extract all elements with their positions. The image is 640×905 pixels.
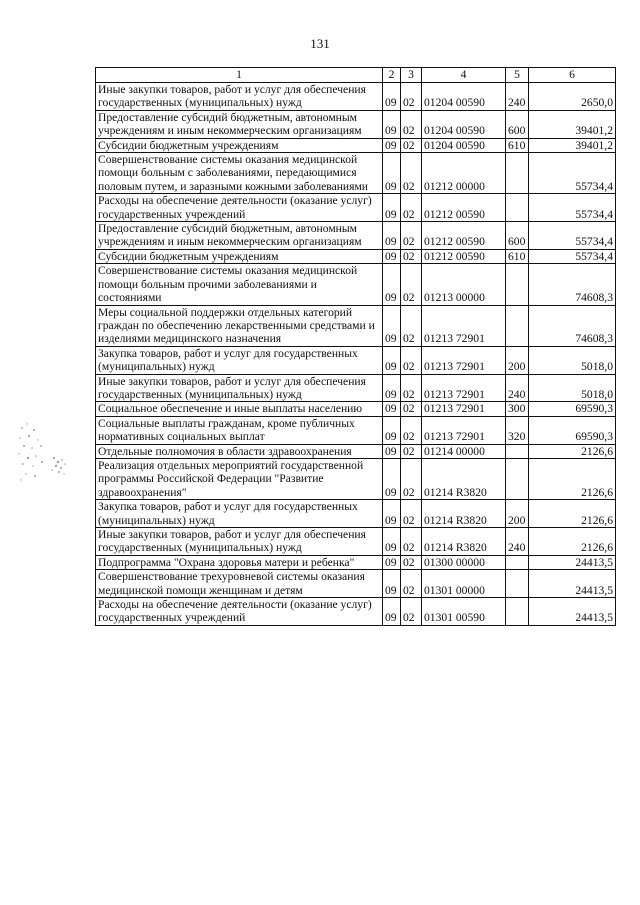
table-row (96, 555, 616, 569)
row-expense-type-cell (506, 555, 529, 569)
table-body (96, 83, 616, 626)
table-row (96, 500, 616, 528)
table-row (96, 264, 616, 305)
row-amount-cell: 69590,3 (529, 402, 616, 416)
row-name-cell: Закупка товаров, работ и услуг для государственных (муниципальных) нужд (96, 346, 383, 374)
row-expense-type-cell: 200 (506, 346, 529, 374)
row-section-cell: 09 (383, 416, 401, 444)
header-cell-section: 2 (383, 68, 401, 83)
header-cell-subsection: 3 (401, 68, 422, 83)
table-row (96, 444, 616, 458)
row-expense-type-cell (506, 305, 529, 346)
row-target-article-cell: 01214 R3820 (422, 500, 506, 528)
row-section-cell: 09 (383, 500, 401, 528)
row-name-cell: Совершенствование трехуровневой системы оказания медицинской помощи женщинам и детям (96, 570, 383, 598)
table-row (96, 249, 616, 263)
table-row (96, 153, 616, 194)
row-section-cell: 09 (383, 264, 401, 305)
row-target-article-cell: 01212 00000 (422, 153, 506, 194)
row-name-cell: Субсидии бюджетным учреждениям (96, 138, 383, 152)
header-cell-amount: 6 (529, 68, 616, 83)
row-name-cell: Иные закупки товаров, работ и услуг для обеспечения государственных (муниципальных) нужд (96, 374, 383, 402)
row-expense-type-cell: 240 (506, 83, 529, 111)
row-expense-type-cell (506, 153, 529, 194)
row-subsection-cell: 02 (401, 458, 422, 499)
row-section-cell: 09 (383, 194, 401, 222)
row-expense-type-cell: 610 (506, 249, 529, 263)
row-expense-type-cell (506, 458, 529, 499)
row-name-cell: Реализация отдельных мероприятий государственной программы Российской Федерации "Развитие здравоохранения" (96, 458, 383, 499)
row-target-article-cell: 01300 00000 (422, 555, 506, 569)
row-amount-cell: 2650,0 (529, 83, 616, 111)
row-subsection-cell: 02 (401, 153, 422, 194)
row-expense-type-cell (506, 194, 529, 222)
row-name-cell: Предоставление субсидий бюджетным, автономным учреждениям и иным некоммерческим организациям (96, 110, 383, 138)
row-section-cell: 09 (383, 374, 401, 402)
row-section-cell: 09 (383, 555, 401, 569)
row-name-cell: Предоставление субсидий бюджетным, автономным учреждениям и иным некоммерческим организациям (96, 222, 383, 250)
table-row (96, 83, 616, 111)
row-name-cell: Субсидии бюджетным учреждениям (96, 249, 383, 263)
row-target-article-cell: 01212 00590 (422, 194, 506, 222)
row-expense-type-cell (506, 444, 529, 458)
row-subsection-cell: 02 (401, 264, 422, 305)
table-row (96, 222, 616, 250)
row-section-cell: 09 (383, 305, 401, 346)
row-amount-cell: 24413,5 (529, 598, 616, 626)
table-header (96, 68, 616, 83)
table-row (96, 194, 616, 222)
page-number: 131 (310, 36, 330, 51)
row-subsection-cell: 02 (401, 570, 422, 598)
row-target-article-cell: 01212 00590 (422, 249, 506, 263)
row-subsection-cell: 02 (401, 138, 422, 152)
row-target-article-cell: 01204 00590 (422, 110, 506, 138)
row-section-cell: 09 (383, 249, 401, 263)
row-section-cell: 09 (383, 444, 401, 458)
row-amount-cell: 5018,0 (529, 374, 616, 402)
row-subsection-cell: 02 (401, 444, 422, 458)
row-subsection-cell: 02 (401, 416, 422, 444)
row-section-cell: 09 (383, 138, 401, 152)
row-target-article-cell: 01213 72901 (422, 374, 506, 402)
table-row (96, 110, 616, 138)
row-section-cell: 09 (383, 570, 401, 598)
row-subsection-cell: 02 (401, 528, 422, 556)
row-expense-type-cell: 610 (506, 138, 529, 152)
row-name-cell: Расходы на обеспечение деятельности (оказание услуг) государственных учреждений (96, 194, 383, 222)
row-subsection-cell: 02 (401, 249, 422, 263)
row-section-cell: 09 (383, 528, 401, 556)
table-row (96, 346, 616, 374)
row-subsection-cell: 02 (401, 402, 422, 416)
row-name-cell: Подпрограмма "Охрана здоровья матери и ребенка" (96, 555, 383, 569)
row-amount-cell: 55734,4 (529, 222, 616, 250)
row-target-article-cell: 01213 72901 (422, 305, 506, 346)
table-row (96, 528, 616, 556)
row-subsection-cell: 02 (401, 598, 422, 626)
row-subsection-cell: 02 (401, 555, 422, 569)
row-amount-cell: 74608,3 (529, 264, 616, 305)
row-amount-cell: 2126,6 (529, 458, 616, 499)
table-row (96, 305, 616, 346)
row-target-article-cell: 01213 72901 (422, 416, 506, 444)
budget-table (95, 67, 616, 626)
row-name-cell: Социальные выплаты гражданам, кроме публичных нормативных социальных выплат (96, 416, 383, 444)
row-expense-type-cell (506, 264, 529, 305)
row-expense-type-cell: 240 (506, 528, 529, 556)
row-target-article-cell: 01301 00000 (422, 570, 506, 598)
table-row (96, 598, 616, 626)
row-name-cell: Совершенствование системы оказания медицинской помощи больным прочими заболеваниями и состояниями (96, 264, 383, 305)
row-expense-type-cell: 600 (506, 222, 529, 250)
row-name-cell: Иные закупки товаров, работ и услуг для обеспечения государственных (муниципальных) нужд (96, 83, 383, 111)
row-name-cell: Отдельные полномочия в области здравоохранения (96, 444, 383, 458)
row-amount-cell: 39401,2 (529, 110, 616, 138)
row-subsection-cell: 02 (401, 194, 422, 222)
row-section-cell: 09 (383, 346, 401, 374)
row-section-cell: 09 (383, 598, 401, 626)
row-expense-type-cell: 240 (506, 374, 529, 402)
table-row (96, 374, 616, 402)
row-name-cell: Расходы на обеспечение деятельности (оказание услуг) государственных учреждений (96, 598, 383, 626)
row-name-cell: Закупка товаров, работ и услуг для государственных (муниципальных) нужд (96, 500, 383, 528)
row-amount-cell: 55734,4 (529, 194, 616, 222)
row-target-article-cell: 01204 00590 (422, 138, 506, 152)
row-name-cell: Совершенствование системы оказания медицинской помощи больным с заболеваниями, передающимися половым путем, и заразными кожными заболеваниями (96, 153, 383, 194)
row-subsection-cell: 02 (401, 374, 422, 402)
header-row (96, 68, 616, 83)
header-cell-name: 1 (96, 68, 383, 83)
row-subsection-cell: 02 (401, 110, 422, 138)
row-name-cell: Меры социальной поддержки отдельных категорий граждан по обеспечению лекарственными средствами и изделиями медицинского назначения (96, 305, 383, 346)
row-target-article-cell: 01214 00000 (422, 444, 506, 458)
row-amount-cell: 2126,6 (529, 528, 616, 556)
row-expense-type-cell: 300 (506, 402, 529, 416)
row-subsection-cell: 02 (401, 305, 422, 346)
row-target-article-cell: 01301 00590 (422, 598, 506, 626)
row-amount-cell: 69590,3 (529, 416, 616, 444)
table-row (96, 402, 616, 416)
header-cell-expense-type: 5 (506, 68, 529, 83)
row-target-article-cell: 01213 00000 (422, 264, 506, 305)
row-expense-type-cell (506, 570, 529, 598)
row-section-cell: 09 (383, 402, 401, 416)
row-amount-cell: 24413,5 (529, 570, 616, 598)
table-row (96, 458, 616, 499)
row-section-cell: 09 (383, 458, 401, 499)
row-expense-type-cell: 200 (506, 500, 529, 528)
row-subsection-cell: 02 (401, 222, 422, 250)
table-row (96, 138, 616, 152)
row-amount-cell: 2126,6 (529, 444, 616, 458)
row-target-article-cell: 01212 00590 (422, 222, 506, 250)
row-subsection-cell: 02 (401, 346, 422, 374)
row-amount-cell: 2126,6 (529, 500, 616, 528)
row-section-cell: 09 (383, 222, 401, 250)
row-subsection-cell: 02 (401, 83, 422, 111)
row-section-cell: 09 (383, 83, 401, 111)
header-cell-target-article: 4 (422, 68, 506, 83)
table-row (96, 570, 616, 598)
row-target-article-cell: 01214 R3820 (422, 528, 506, 556)
row-amount-cell: 74608,3 (529, 305, 616, 346)
row-section-cell: 09 (383, 110, 401, 138)
row-amount-cell: 24413,5 (529, 555, 616, 569)
row-expense-type-cell: 600 (506, 110, 529, 138)
row-section-cell: 09 (383, 153, 401, 194)
row-amount-cell: 55734,4 (529, 153, 616, 194)
row-amount-cell: 5018,0 (529, 346, 616, 374)
row-expense-type-cell: 320 (506, 416, 529, 444)
row-amount-cell: 55734,4 (529, 249, 616, 263)
row-target-article-cell: 01204 00590 (422, 83, 506, 111)
stamp-smudge-icon (14, 418, 72, 492)
table-row (96, 416, 616, 444)
row-subsection-cell: 02 (401, 500, 422, 528)
row-name-cell: Иные закупки товаров, работ и услуг для обеспечения государственных (муниципальных) нужд (96, 528, 383, 556)
row-amount-cell: 39401,2 (529, 138, 616, 152)
row-target-article-cell: 01213 72901 (422, 402, 506, 416)
row-expense-type-cell (506, 598, 529, 626)
row-target-article-cell: 01213 72901 (422, 346, 506, 374)
row-target-article-cell: 01214 R3820 (422, 458, 506, 499)
row-name-cell: Социальное обеспечение и иные выплаты населению (96, 402, 383, 416)
